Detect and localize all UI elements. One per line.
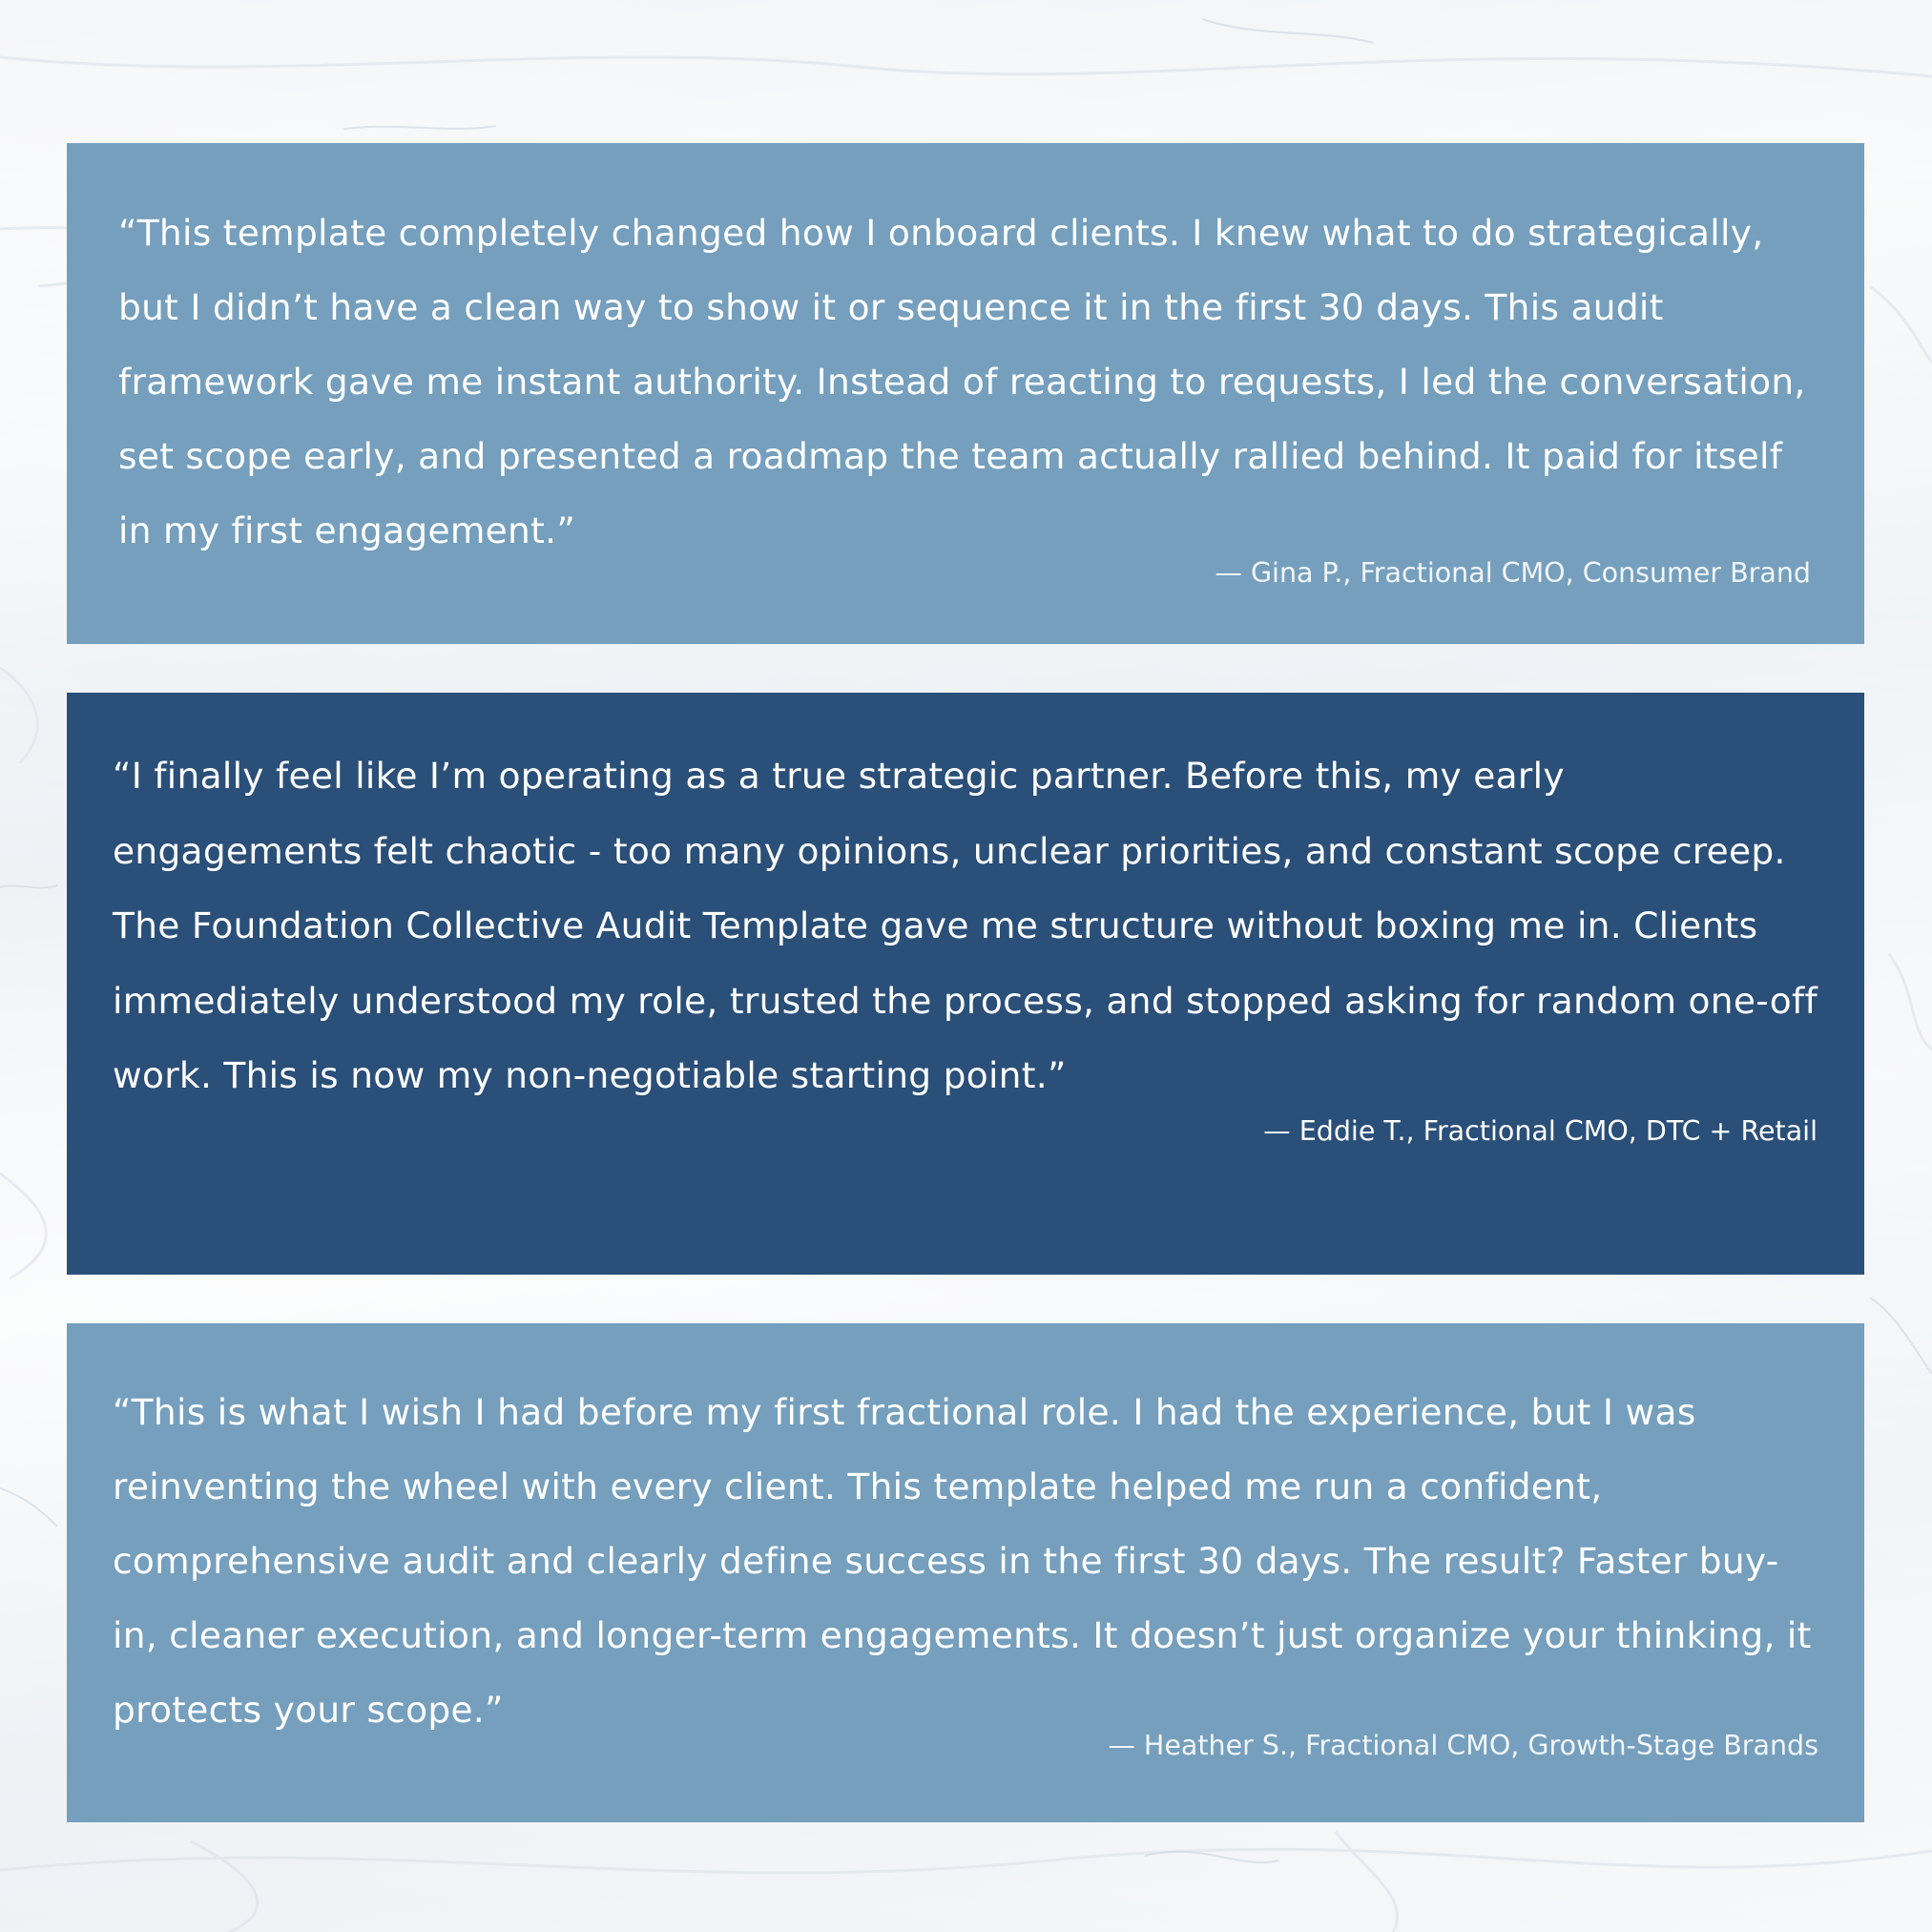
testimonial-card (67, 143, 1864, 644)
testimonial-attribution: — Heather S., Fractional CMO, Growth-Stage Brands (1108, 1730, 1818, 1761)
testimonial-quote: “This is what I wish I had before my first fractional role. I had the experience, but I was reinventing the wheel with every client. This template helped me run a confident, comprehensive audit and clearly define success in the first 30 days. The result? Faster buy-in, cleaner execution, and longer-term engagements. It doesn’t just organize your thinking, it protects your scope.” (113, 1391, 1812, 1731)
testimonial-attribution: — Eddie T., Fractional CMO, DTC + Retail (1263, 1114, 1818, 1147)
testimonial-card (67, 1323, 1864, 1822)
testimonial-attribution: — Gina P., Fractional CMO, Consumer Brand (1215, 557, 1811, 589)
testimonial-quote: “This template completely changed how I onboard clients. I knew what to do strategically, but I didn’t have a clean way to show it or sequence it in the first 30 days. This audit framework gave me instant authority. Instead of reacting to requests, I led the conversation, set scope early, and presented a roadmap the team actually rallied behind. It paid for itself in my first engagement.” (118, 212, 1806, 551)
testimonial-quote: “I finally feel like I’m operating as a true strategic partner. Before this, my early engagements felt chaotic - too many opinions, unclear priorities, and constant scope creep. The Foundation Collective Audit Template gave me structure without boxing me in. Clients immediately understood my role, trusted the process, and stopped asking for random one-off work. This is now my non-negotiable starting point.” (113, 755, 1818, 1096)
testimonial-card (67, 693, 1864, 1275)
